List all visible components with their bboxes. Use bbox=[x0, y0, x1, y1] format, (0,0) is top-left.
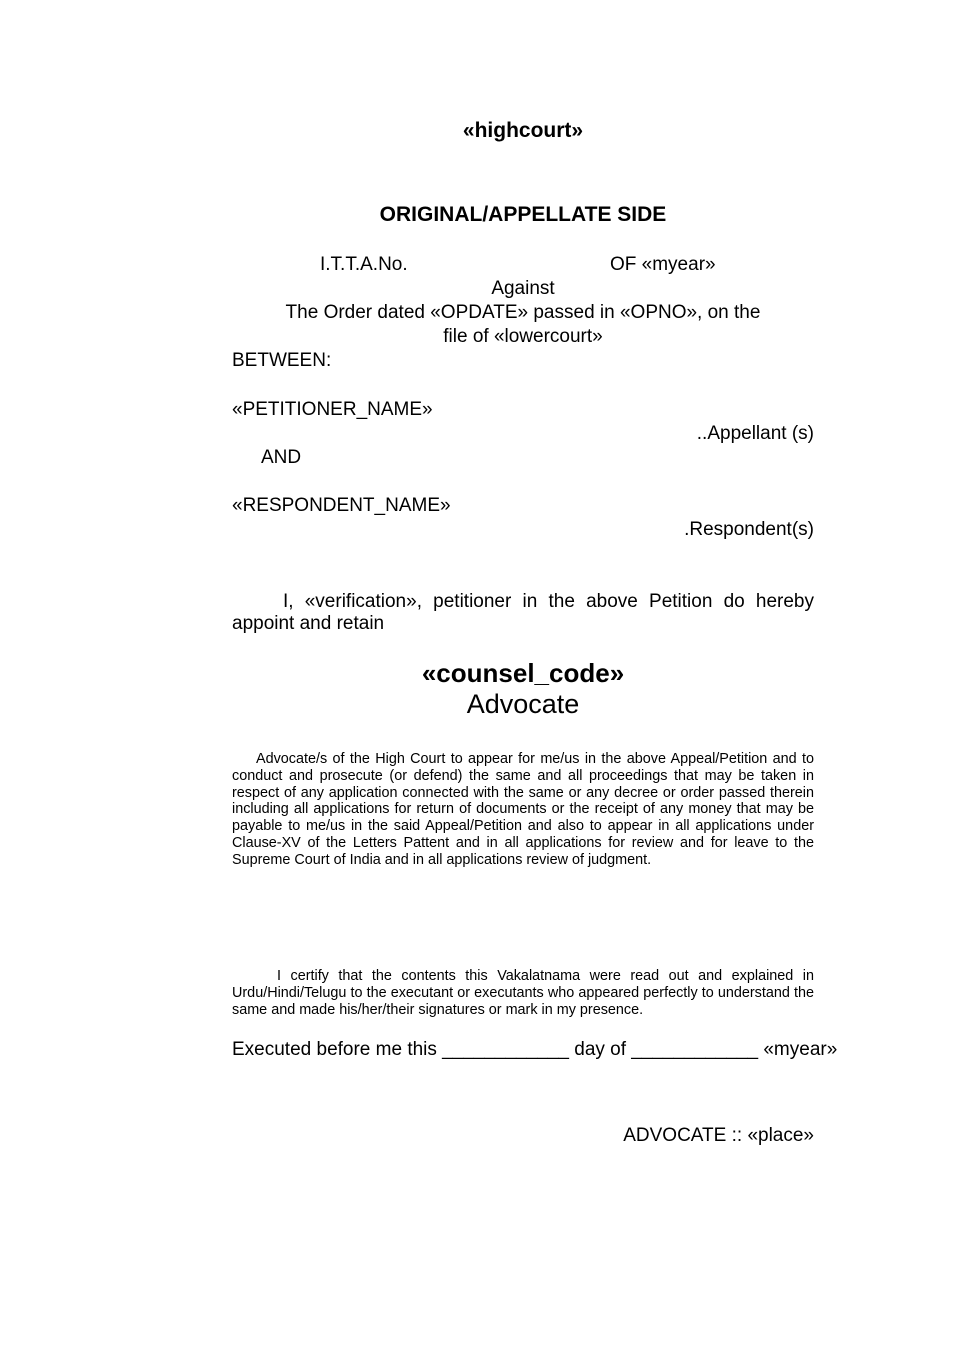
executed-line: Executed before me this ____________ day of ____________ «myear» bbox=[232, 1039, 838, 1060]
certification-paragraph: I certify that the contents this Vakalatnama were read out and explained in Urdu/Hindi/Telugu to the executant or executants who appeared perfectly to understand the same and made his/her/their signatures or mark in my presence. bbox=[232, 968, 814, 1018]
case-year-label: OF «myear» bbox=[610, 254, 716, 275]
order-line-1: The Order dated «OPDATE» passed in «OPNO», on the bbox=[285, 302, 761, 323]
appellant-label: ..Appellant (s) bbox=[696, 423, 814, 444]
case-number-label: I.T.T.A.No. bbox=[320, 254, 408, 275]
court-title: «highcourt» bbox=[462, 119, 584, 142]
advocate-signature: ADVOCATE :: «place» bbox=[623, 1125, 814, 1146]
and-label: AND bbox=[261, 447, 302, 468]
against-label: Against bbox=[491, 278, 555, 299]
counsel-code: «counsel_code» bbox=[421, 658, 625, 688]
respondent-label: .Respondent(s) bbox=[684, 519, 814, 540]
advocate-title: Advocate bbox=[466, 689, 580, 719]
side-title: ORIGINAL/APPELLATE SIDE bbox=[379, 203, 667, 226]
respondent-name: «RESPONDENT_NAME» bbox=[232, 495, 451, 516]
order-line-2: file of «lowercourt» bbox=[443, 326, 603, 347]
authority-paragraph: Advocate/s of the High Court to appear for me/us in the above Appeal/Petition and to conduct and prosecute (or defend) the same and all proceedings that may be taken in respect of any application connected with the same or any decree or order passed therein including all applications for return of documents or the receipt of any money that may be payable to me/us in the said Appeal/Petition and also to appear in all applications under Clause-XV of the Letters Pattent and in all applications for review and for leave to the Supreme Court of India and in all applications review of judgment. bbox=[232, 751, 814, 868]
petitioner-name: «PETITIONER_NAME» bbox=[232, 399, 433, 420]
between-label: BETWEEN: bbox=[232, 350, 332, 371]
appointment-paragraph: I, «verification», petitioner in the above Petition do hereby appoint and retain bbox=[232, 591, 814, 634]
